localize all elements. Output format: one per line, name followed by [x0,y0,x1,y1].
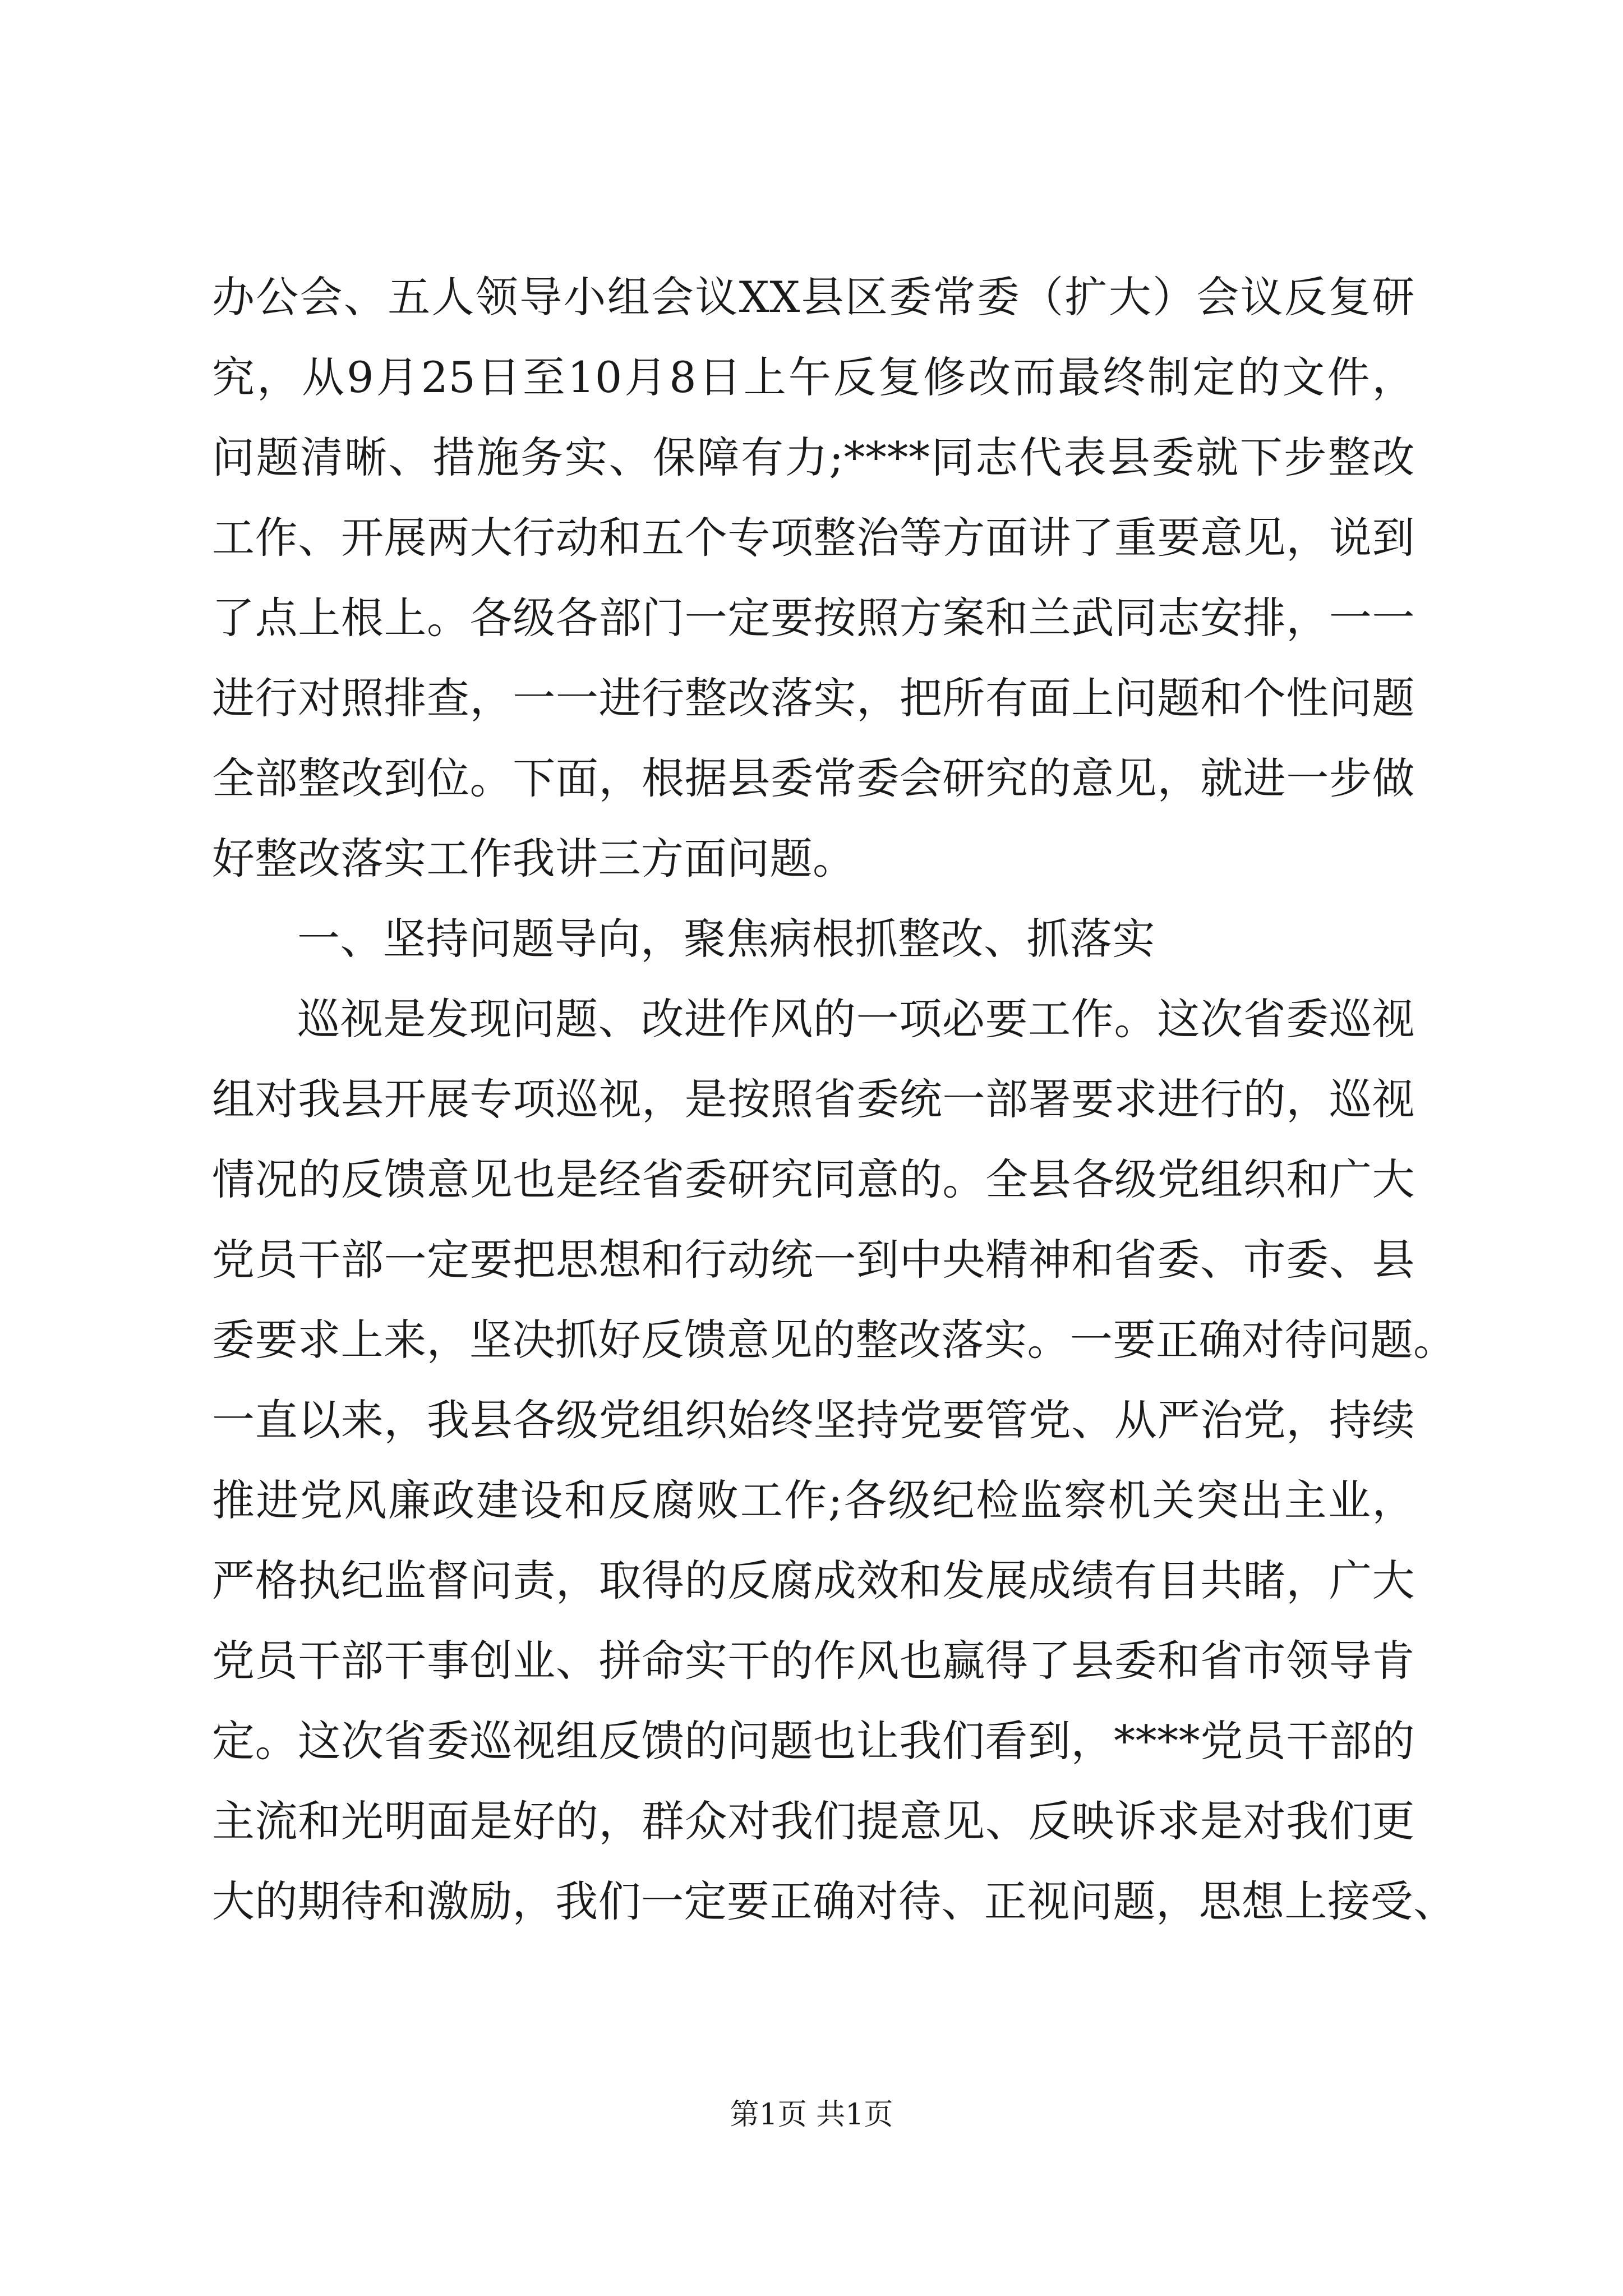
text-line: 严格执纪监督问责，取得的反腐成效和发展成绩有目共睹，广大 [212,1556,1415,1605]
text-line: 好整改落实工作我讲三方面问题。 [212,834,856,884]
section-heading: 一、坚持问题导向，聚焦病根抓整改、抓落实 [297,914,1155,964]
text-line: 工作、开展两大行动和五个专项整治等方面讲了重要意见，说到 [212,513,1415,563]
text-line: 办公会、五人领导小组会议XX县区委常委（扩大）会议反复研 [212,272,1415,322]
text-line: 推进党风廉政建设和反腐败工作;各级纪检监察机关突出主业， [212,1475,1415,1525]
text-line: 了点上根上。各级各部门一定要按照方案和兰武同志安排，一一 [212,593,1415,643]
text-line: 进行对照排查，一一进行整改落实，把所有面上问题和个性问题 [212,673,1415,723]
text-line: 巡视是发现问题、改进作风的一项必要工作。这次省委巡视 [297,994,1415,1044]
text-line: 问题清晰、措施务实、保障有力;****同志代表县委就下步整改 [212,432,1415,482]
text-line: 组对我县开展专项巡视，是按照省委统一部署要求进行的，巡视 [212,1074,1415,1124]
text-line: 一直以来，我县各级党组织始终坚持党要管党、从严治党，持续 [212,1395,1415,1445]
text-line: 党员干部一定要把思想和行动统一到中央精神和省委、市委、县 [212,1235,1415,1285]
text-line: 委要求上来，坚决抓好反馈意见的整改落实。一要正确对待问题。 [212,1315,1456,1365]
page-footer: 第1页 共1页 [730,2098,893,2132]
text-line: 全部整改到位。下面，根据县委常委会研究的意见，就进一步做 [212,753,1415,803]
text-line: 党员干部干事创业、拼命实干的作风也赢得了县委和省市领导肯 [212,1636,1415,1686]
text-line: 定。这次省委巡视组反馈的问题也让我们看到，****党员干部的 [212,1716,1415,1766]
text-line: 大的期待和激励，我们一定要正确对待、正视问题，思想上接受、 [212,1876,1456,1926]
text-line: 主流和光明面是好的，群众对我们提意见、反映诉求是对我们更 [212,1796,1415,1846]
text-line: 情况的反馈意见也是经省委研究同意的。全县各级党组织和广大 [212,1154,1415,1204]
text-line: 究，从9月25日至10月8日上午反复修改而最终制定的文件， [212,352,1415,402]
